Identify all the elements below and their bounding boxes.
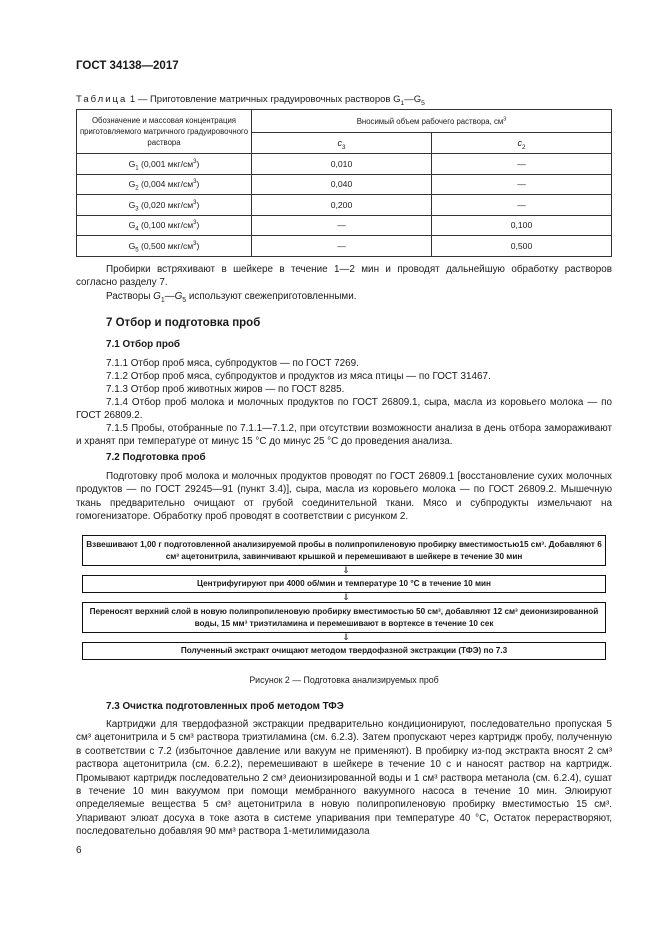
col-c2-header [432, 133, 612, 154]
table-row [77, 195, 612, 216]
row-c2-value: — [432, 195, 612, 216]
flow-step-extract: Полученный экстракт очищают методом твердофазной экстракции (ТФЭ) по 7.3 [82, 642, 606, 660]
flow-step-centrifuge: Центрифугируют при 4000 об/мин и температуре 10 °С в течение 10 мин [82, 575, 606, 593]
table-row [77, 215, 612, 236]
table-caption [76, 94, 425, 105]
col-volume-header-sup: 3 [503, 115, 507, 122]
row-designation: $G_3$ (0,020 мкг/$см^3$) [77, 195, 252, 216]
paragraph-7-2: Подготовку проб молока и молочных продуктов проводят по ГОСТ 26809.1 [восстановление сухих молочных продуктов — по ГОСТ 29245—91 (пункт 3.4)], сыра, масла из коровьего молока — по ГОСТ 26809.2. Мышечную ткань предварительно очищают от грубой соединительной ткани. Мясо и субпродукты измельчают на гомогенизаторе. Обработку проб проводят в соответствии с рисунком 2. [76, 471, 612, 523]
col-volume-header-text: Вносимый объем рабочего раствора, см [356, 116, 504, 126]
c2-letter: c [517, 137, 522, 148]
c2-sub: 2 [521, 143, 526, 151]
row-c3-value: 0,200 [252, 195, 432, 216]
c3-letter: c [337, 137, 342, 148]
calibration-table [76, 109, 612, 257]
caption-sub-5: 5 [421, 99, 425, 107]
table-caption-text: 1 — Приготовление матричных градуировочных растворов G [129, 94, 401, 105]
item-7-1-3: 7.1.3 Отбор проб животных жиров — по ГОСТ 8285. [106, 384, 345, 395]
table-row [77, 154, 612, 175]
subsection-7-3-title: 7.3 Очистка подготовленных проб методом ТФЭ [106, 701, 344, 712]
flow-arrow-2: ⇓ [342, 592, 350, 602]
row-c3-value: — [252, 236, 432, 257]
row-designation: $G_1$ (0,001 мкг/$см^3$) [77, 154, 252, 175]
page-number: 6 [76, 845, 82, 856]
item-7-1-1: 7.1.1 Отбор проб мяса, субпродуктов — по ГОСТ 7269. [106, 358, 359, 369]
row-c3-value: 0,040 [252, 174, 432, 195]
section-7-title: 7 Отбор и подготовка проб [106, 317, 261, 329]
paragraph-7-3: Картриджи для твердофазной экстракции предварительно кондиционируют, последовательно пропуская 5 см³ ацетонитрила и 5 см³ раствора триэтиламина (см. 6.2.3). Затем пропускают через картридж пробу, полученную в соответствии с 7.2 (избыточное давление или вакуум не применяют). В пробирку из-под экстракта вносят 2 см³ раствора ацетонитрила (см. 6.2.2), перемешивают в шейкере в течение 10 с и наносят раствор на картридж. Промывают картридж последовательно 2 см³ деионизированной воды и 1 см³ раствора метанола (см. 6.2.4), сушат в течение 10 мин вакуумом при помощи мембранного вакуумного насоса в течение 10 мин. Элюируют определяемые вещества 5 см³ ацетонитрила в новую полипропиленовую пробирку вместимостью 15 см³. Упаривают элюат досуха в токе азота в системе упаривания при температуре 40 °С, Остаток перерастворяют, последовательно добавляя 90 мм³ раствора 1-метилимидазола [76, 719, 612, 838]
row-c2-value: — [432, 154, 612, 175]
row-designation: $G_4$ (0,100 мкг/$см^3$) [77, 215, 252, 236]
row-c3-value: — [252, 215, 432, 236]
item-7-1-5: 7.1.5 Пробы, отобранные по 7.1.1—7.1.2, при отсутствии возможности анализа в день отбора замораживают и хранят при температуре от минус 15 °С до минус 25 °С до проведения анализа. [76, 423, 612, 448]
col-designation-header: Обозначение и массовая концентрация приготовляемого матричного градуировочного раствора [77, 110, 252, 154]
flow-step-weigh: Взвешивают 1,00 г подготовленной анализируемой пробы в полипропиленовую пробирку вместимостью15 см³. Добавляют 6 см³ ацетонитрила, завинчивают крышкой и перемешивают в шейкере в течение 30 мин [82, 535, 606, 566]
subsection-7-2-title: 7.2 Подготовка проб [106, 452, 206, 463]
row-designation: $G_5$ (0,500 мкг/$см^3$) [77, 236, 252, 257]
caption-dash: —G [404, 94, 422, 105]
subsection-7-1-title: 7.1 Отбор проб [106, 339, 181, 350]
paragraph-shaking: Пробирки встряхивают в шейкере в течение 1—2 мин и проводят дальнейшую обработку растворов согласно разделу 7. [76, 264, 612, 289]
row-c2-value: — [432, 174, 612, 195]
row-designation: $G_2$ (0,004 мкг/$см^3$) [77, 174, 252, 195]
item-7-1-2: 7.1.2 Отбор проб мяса, субпродуктов и продуктов из мяса птицы — по ГОСТ 31467. [106, 371, 491, 382]
document-header: ГОСТ 34138—2017 [76, 60, 179, 72]
c3-sub: 3 [341, 143, 346, 151]
table-caption-word: Таблица [76, 94, 128, 105]
col-c3-header [252, 133, 432, 154]
item-7-1-4: 7.1.4 Отбор проб молока и молочных продуктов по ГОСТ 26809.1, сыра, масла из коровьего молока — по ГОСТ 26809.2. [76, 397, 612, 422]
figure-caption: Рисунок 2 — Подготовка анализируемых проб [249, 675, 439, 685]
caption-sub-1: 1 [400, 99, 405, 107]
flow-arrow-1: ⇓ [342, 565, 350, 575]
row-c3-value: 0,010 [252, 154, 432, 175]
paragraph-solutions: Растворы $G_1—G_5$ используют свежеприготовленными. [106, 291, 357, 304]
flow-step-transfer: Переносят верхний слой в новую полипропиленовую пробирку вместимостью 50 см³, добавляют 12 см³ деионизированной воды, 15 мм³ триэтиламина и перемешивают в вортексе в течение 10 сек [82, 602, 606, 633]
table-row [77, 236, 612, 257]
flow-arrow-3: ⇓ [342, 632, 350, 642]
table-row [77, 174, 612, 195]
col-volume-header [252, 110, 612, 133]
row-c2-value: 0,100 [432, 215, 612, 236]
row-c2-value: 0,500 [432, 236, 612, 257]
